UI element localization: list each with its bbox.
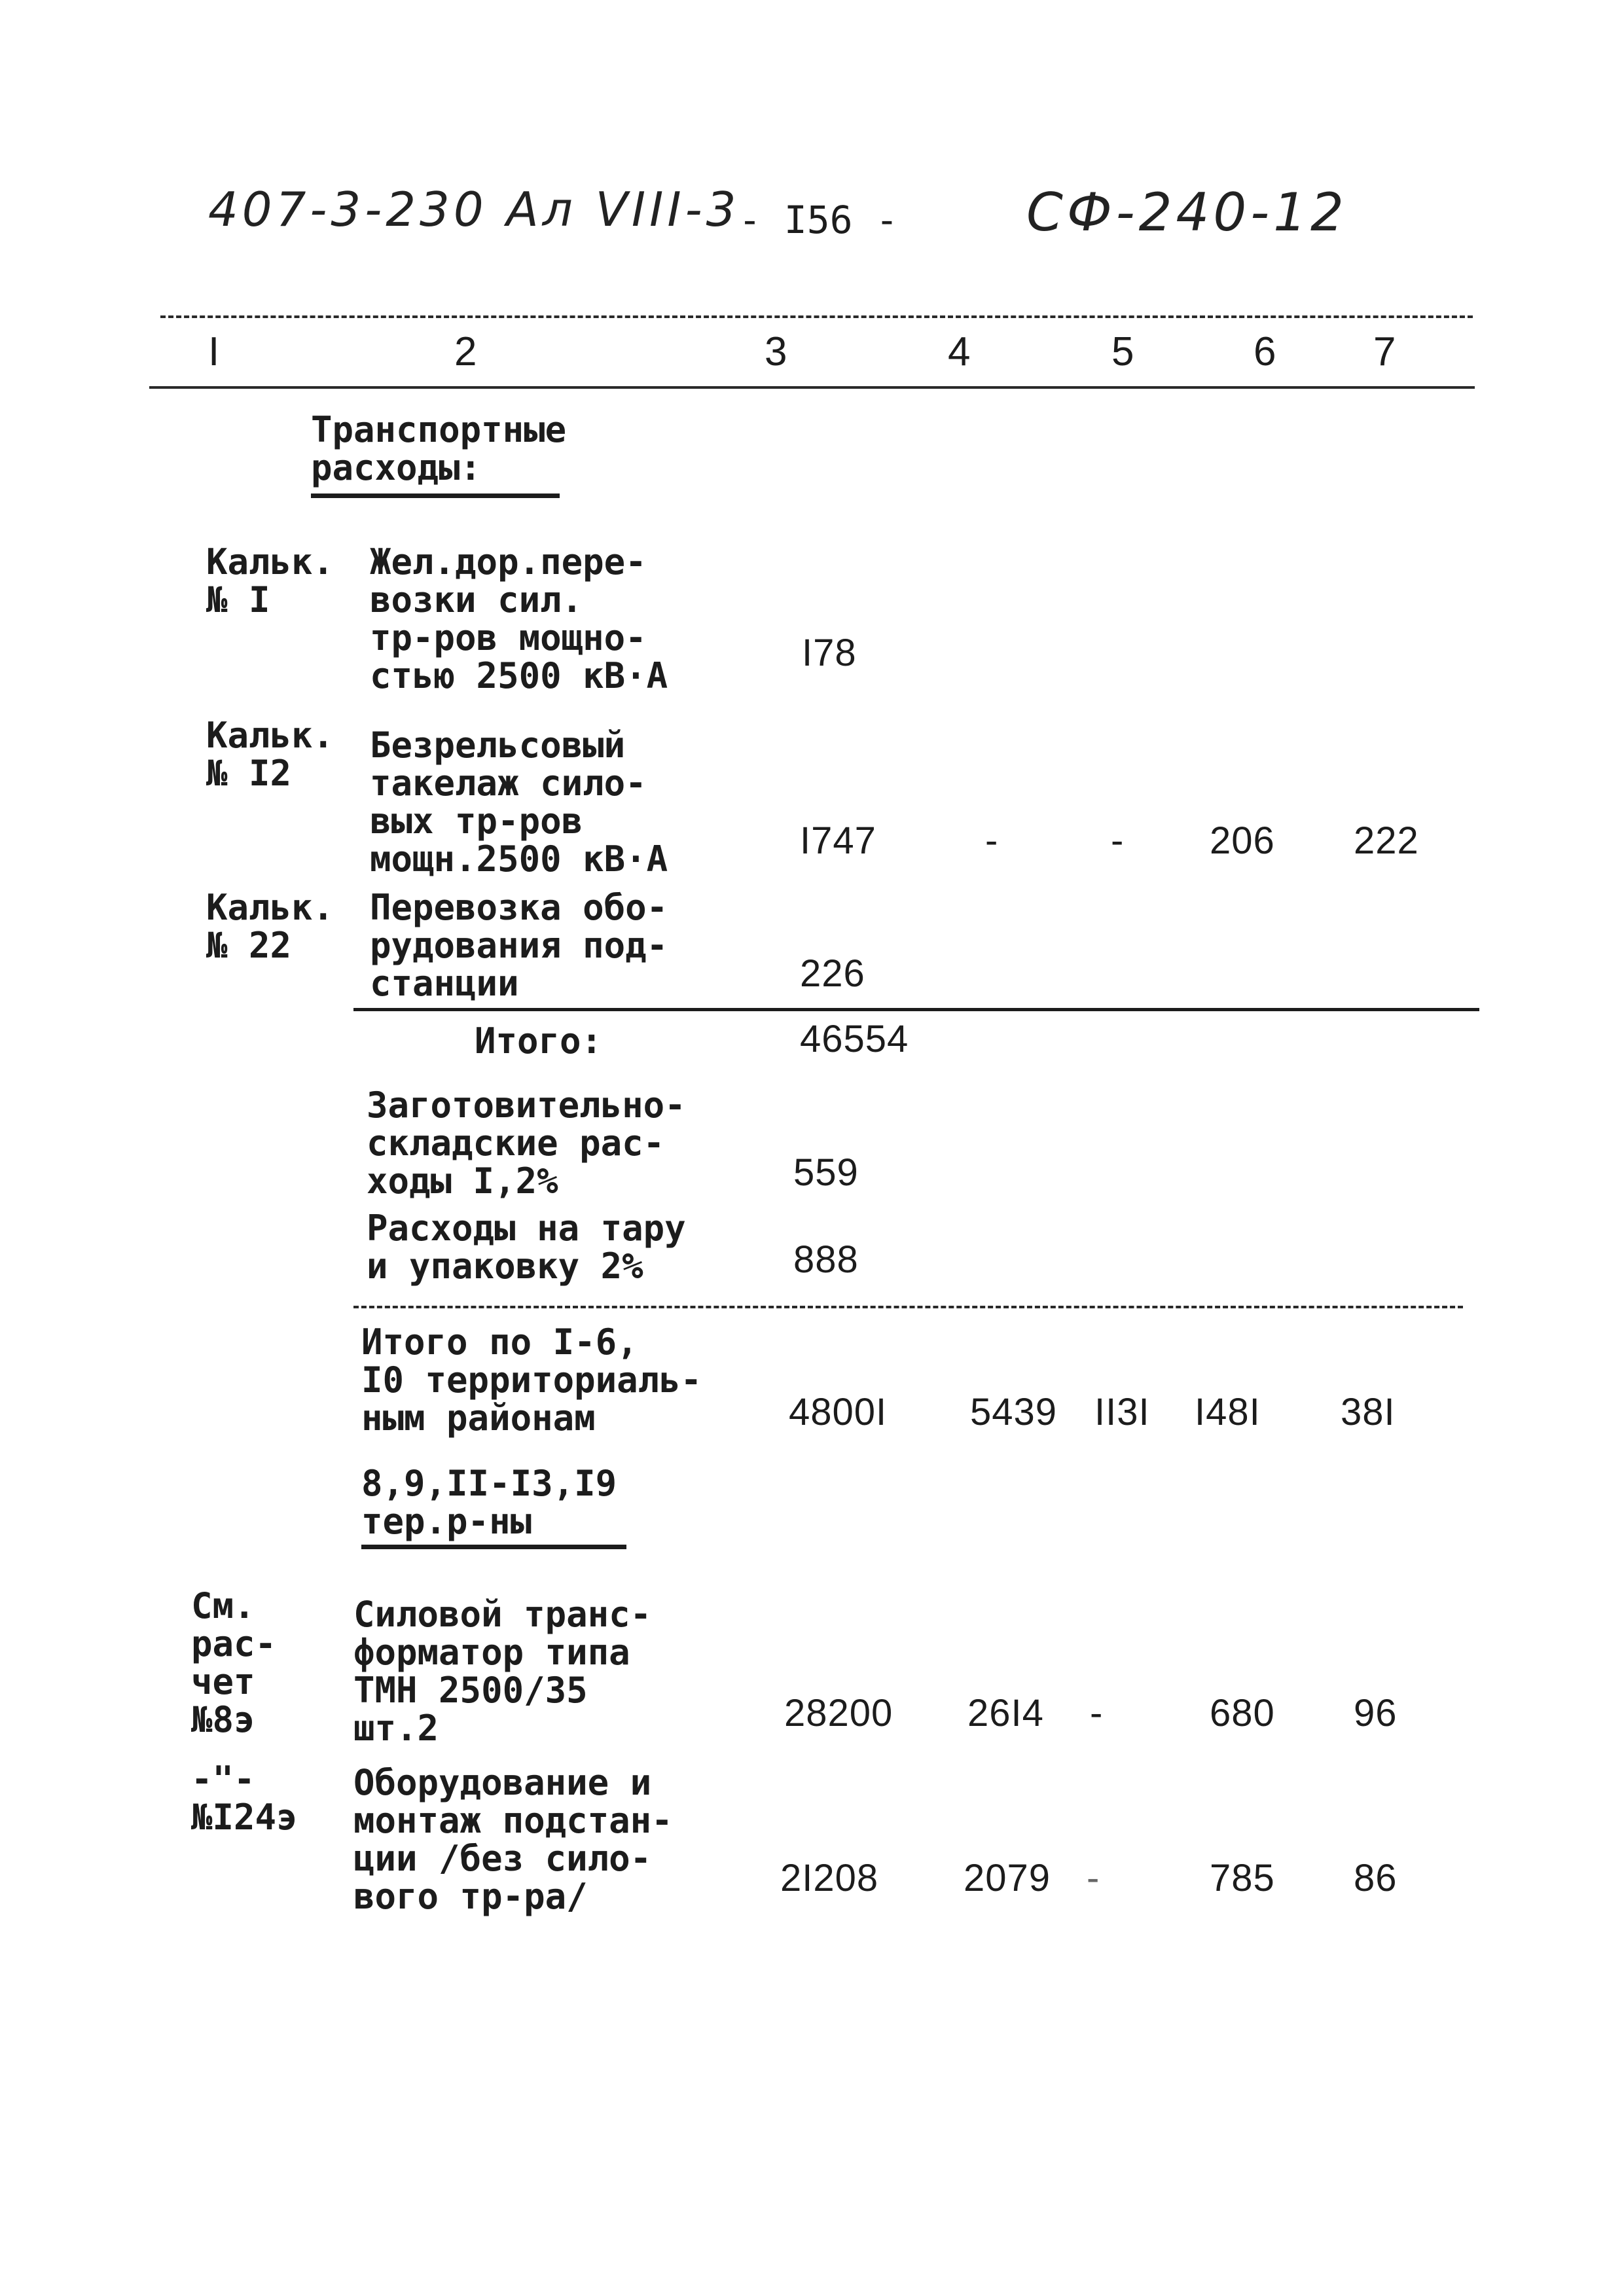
column-number-5: 5 [1111, 329, 1135, 374]
packing-costs-label: Расходы на тару и упаковку 2% [367, 1208, 686, 1287]
row-reference: -"- №I24э [191, 1759, 298, 1838]
regions-title: 8,9,II-I3,I9 тер.р-ны [361, 1463, 617, 1542]
cell-col5: - [1087, 1857, 1100, 1899]
total-col5: II3I [1094, 1391, 1150, 1433]
procurement-costs-value: 559 [793, 1151, 859, 1194]
cell-col3: 2I208 [780, 1857, 879, 1899]
total-col4: 5439 [970, 1391, 1058, 1433]
section-title: Транспортные расходы: [311, 409, 567, 488]
section-title-underline [311, 493, 560, 498]
column-number-4: 4 [948, 329, 971, 374]
subtotal-label: Итого: [475, 1020, 603, 1062]
column-number-1: I [208, 329, 221, 374]
row-description: Оборудование и монтаж подстан- ции /без сило- вого тр-ра/ [353, 1762, 673, 1917]
row-description: Силовой транс- форматор типа ТМН 2500/35 шт.2 [353, 1594, 652, 1749]
column-number-6: 6 [1254, 329, 1277, 374]
page-number: - I56 - [738, 198, 899, 242]
column-number-2: 2 [454, 329, 478, 374]
row-description: Перевозка обо- рудования под- станции [370, 887, 668, 1004]
cell-col6: 206 [1210, 819, 1275, 862]
row-reference: Кальк. № 22 [206, 887, 334, 966]
subtotal-value: 46554 [800, 1018, 909, 1060]
column-number-3: 3 [765, 329, 788, 374]
table-top-rule [160, 315, 1473, 318]
cell-col6: 680 [1210, 1692, 1275, 1734]
cell-col3: 226 [800, 952, 865, 995]
cell-col3: I78 [802, 632, 857, 674]
cell-col5: - [1090, 1692, 1104, 1734]
cell-col7: 86 [1354, 1857, 1398, 1899]
cell-col4: - [985, 819, 999, 862]
cell-col4: 2079 [964, 1857, 1051, 1899]
table-header-rule [149, 386, 1475, 389]
cell-col6: 785 [1210, 1857, 1275, 1899]
total-col7: 38I [1341, 1391, 1396, 1433]
cell-col7: 96 [1354, 1692, 1398, 1734]
row-reference: См. рас- чет №8э [191, 1585, 277, 1740]
row-reference: Кальк. № I2 [206, 715, 334, 794]
total-col6: I48I [1195, 1391, 1261, 1433]
row-reference: Кальк. № I [206, 541, 334, 620]
procurement-costs-label: Заготовительно- складские рас- ходы I,2% [367, 1085, 686, 1202]
packing-costs-value: 888 [793, 1238, 859, 1281]
cell-col3: I747 [800, 819, 876, 862]
cell-col3: 28200 [784, 1692, 893, 1734]
subtotal-rule [353, 1008, 1479, 1011]
cell-col4: 26I4 [967, 1692, 1044, 1734]
total-rule [353, 1306, 1463, 1308]
total-label: Итого по I-6, I0 территориаль- ным районам [361, 1321, 702, 1439]
row-description: Безрельсовый такелаж сило- вых тр-ров мощн.2500 кВ·А [370, 725, 668, 880]
cell-col5: - [1111, 819, 1125, 862]
series-code: СФ-240-12 [1026, 182, 1348, 243]
total-col3: 4800I [789, 1391, 888, 1433]
column-number-7: 7 [1373, 329, 1397, 374]
row-description: Жел.дор.пере- возки сил. тр-ров мощно- стью 2500 кВ·А [370, 541, 668, 696]
regions-title-underline [361, 1545, 626, 1549]
cell-col7: 222 [1354, 819, 1419, 862]
document-code: 407-3-230 Ал VIII-3 [208, 182, 740, 237]
